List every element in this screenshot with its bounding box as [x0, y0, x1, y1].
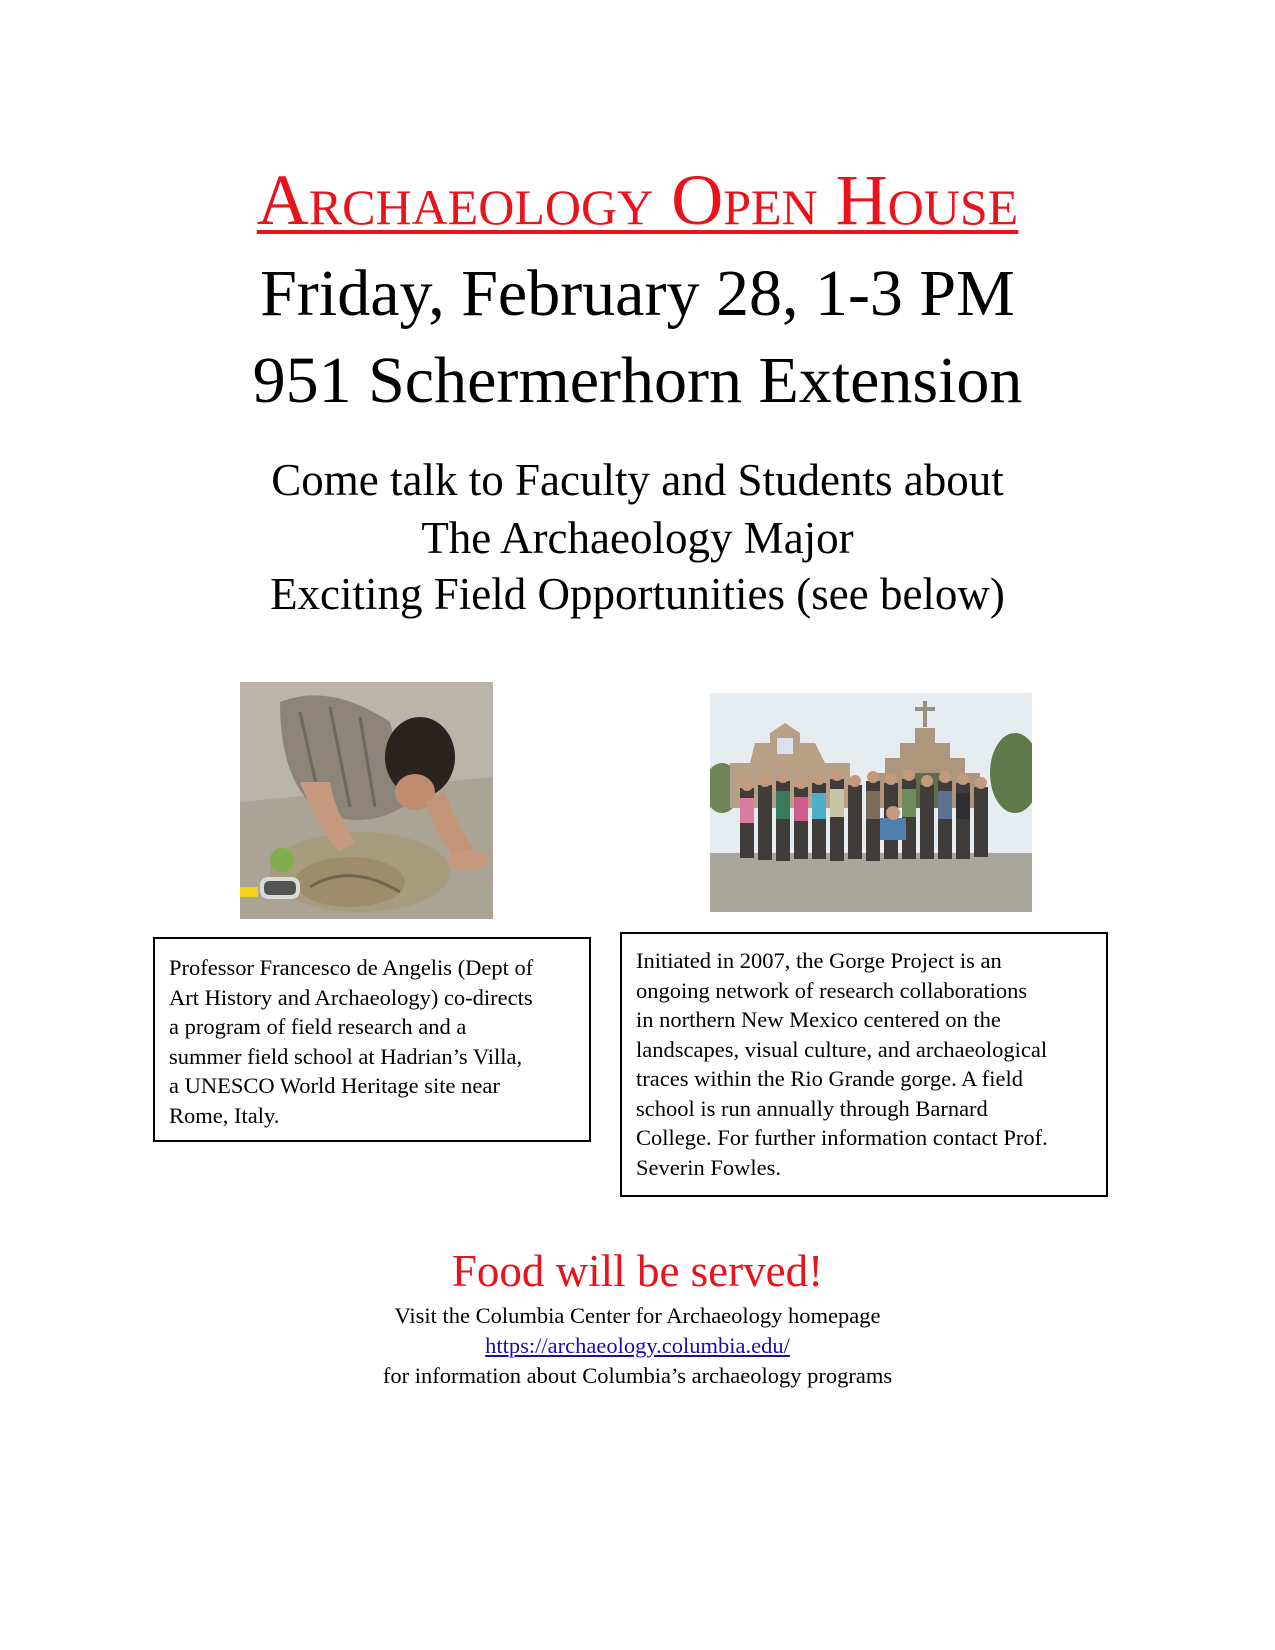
caption-line: Severin Fowles. — [636, 1154, 781, 1180]
event-location: 951 Schermerhorn Extension — [252, 344, 1023, 417]
photo-gorge-project-group — [710, 693, 1032, 912]
visit-text: Visit the Columbia Center for Archaeology homepage — [394, 1303, 881, 1328]
caption-line: Initiated in 2007, the Gorge Project is an — [636, 948, 1002, 973]
caption-line: summer field school at Hadrian’s Villa, — [169, 1043, 523, 1069]
caption-line: traces within the Rio Grande gorge. A field — [636, 1066, 1023, 1091]
caption-line: Rome, Italy. — [169, 1102, 280, 1128]
caption-line: Professor Francesco de Angelis (Dept of — [169, 955, 534, 980]
intro-line: The Archaeology Major — [421, 513, 854, 563]
caption-line: school is run annually through Barnard — [636, 1095, 988, 1121]
caption-line: College. For further information contact Prof. — [636, 1125, 1048, 1150]
food-announcement: Food will be served! — [451, 1246, 824, 1296]
caption-line: a program of field research and a — [169, 1014, 467, 1039]
caption-line: in northern New Mexico centered on the — [636, 1007, 1001, 1032]
poster-title: Archaeology Open House — [256, 160, 1019, 240]
homepage-link[interactable]: https://archaeology.columbia.edu/ — [485, 1333, 790, 1358]
caption-line: a UNESCO World Heritage site near — [169, 1073, 500, 1098]
photo-hadrians-villa-excavation — [240, 682, 493, 919]
caption-box-hadrians-villa — [153, 937, 591, 1142]
intro-line: Come talk to Faculty and Students about — [271, 455, 1004, 505]
intro-line: Exciting Field Opportunities (see below) — [270, 569, 1005, 619]
info-text: for information about Columbia’s archaeology programs — [382, 1363, 893, 1388]
caption-line: Art History and Archaeology) co-directs — [169, 984, 533, 1010]
caption-line: ongoing network of research collaborations — [636, 977, 1028, 1003]
event-date-time: Friday, February 28, 1-3 PM — [260, 257, 1015, 330]
caption-box-gorge-project — [620, 932, 1108, 1197]
caption-line: landscapes, visual culture, and archaeological — [636, 1036, 1048, 1062]
